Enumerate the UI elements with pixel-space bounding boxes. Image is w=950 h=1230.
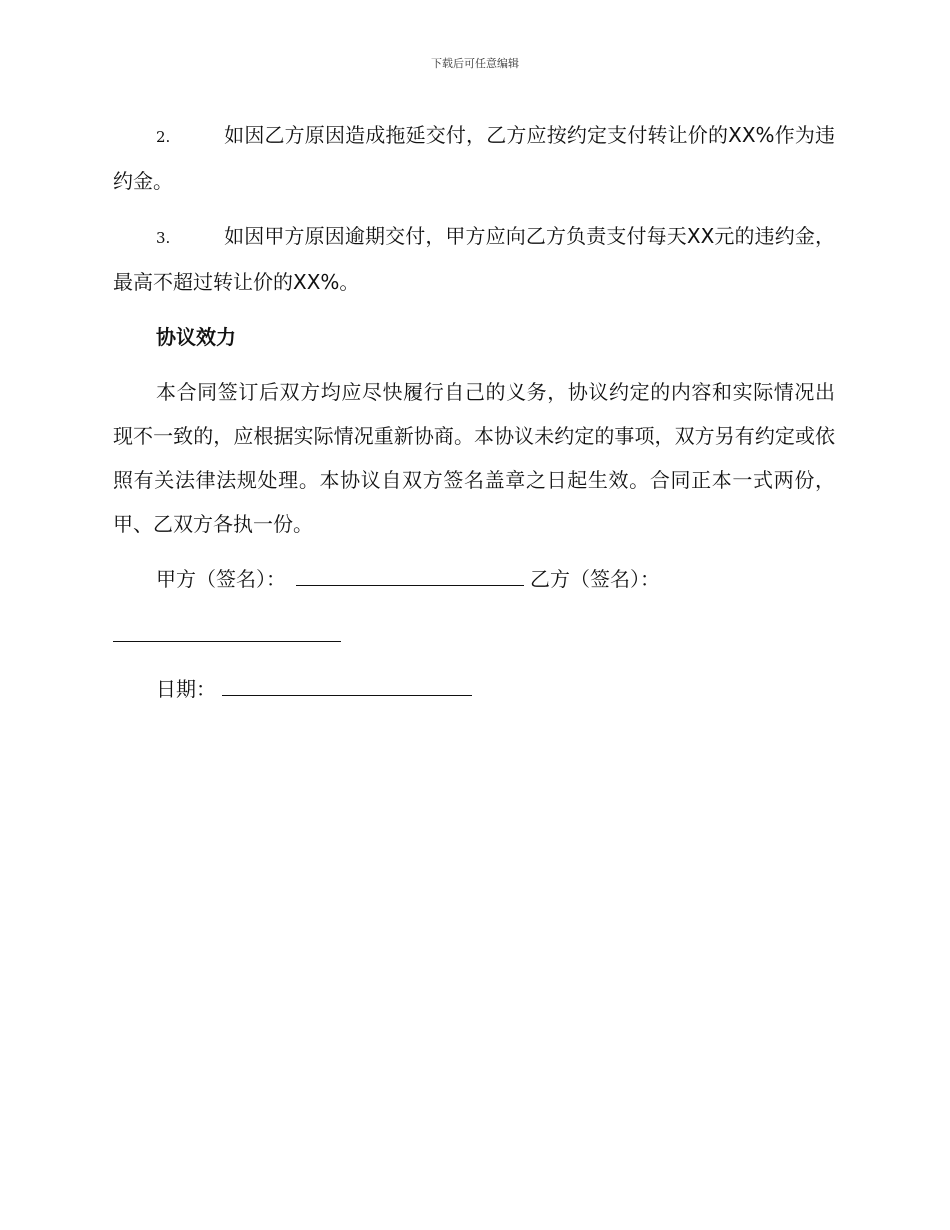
signature-continuation: [113, 612, 835, 656]
clause-text: 如因甲方原因逾期交付，甲方应向乙方负责支付每天XX元的违约金，最高不超过转让价的XX%。: [113, 224, 835, 294]
clause-item-2: [113, 113, 835, 203]
party-b-signature-label: 乙方（签名）：: [530, 567, 660, 591]
date-row: [113, 667, 835, 711]
party-a-signature-label: 甲方（签名）：: [156, 567, 286, 591]
clause-number: 2.: [156, 128, 171, 146]
clause-number: 3.: [156, 229, 171, 247]
document-body: [113, 113, 835, 722]
section-paragraph: 本合同签订后双方均应尽快履行自己的义务，协议约定的内容和实际情况出现不一致的，应根据实际情况重新协商。本协议未约定的事项，双方另有约定或依照有关法律法规处理。本协议自双方签名盖章之日起生效。合同正本一式两份，甲、乙双方各执一份。: [113, 380, 835, 536]
page-header: 下载后可任意编辑: [431, 57, 519, 70]
party-b-signature-blank: [113, 640, 341, 642]
date-blank: [222, 694, 472, 696]
clause-text: 如因乙方原因造成拖延交付，乙方应按约定支付转让价的XX%作为违约金。: [113, 123, 835, 193]
signature-row: [113, 557, 835, 601]
section-heading: 协议效力: [156, 325, 236, 349]
party-a-signature-blank: [296, 584, 524, 586]
clause-item-3: [113, 214, 835, 304]
date-label: 日期：: [156, 677, 216, 701]
